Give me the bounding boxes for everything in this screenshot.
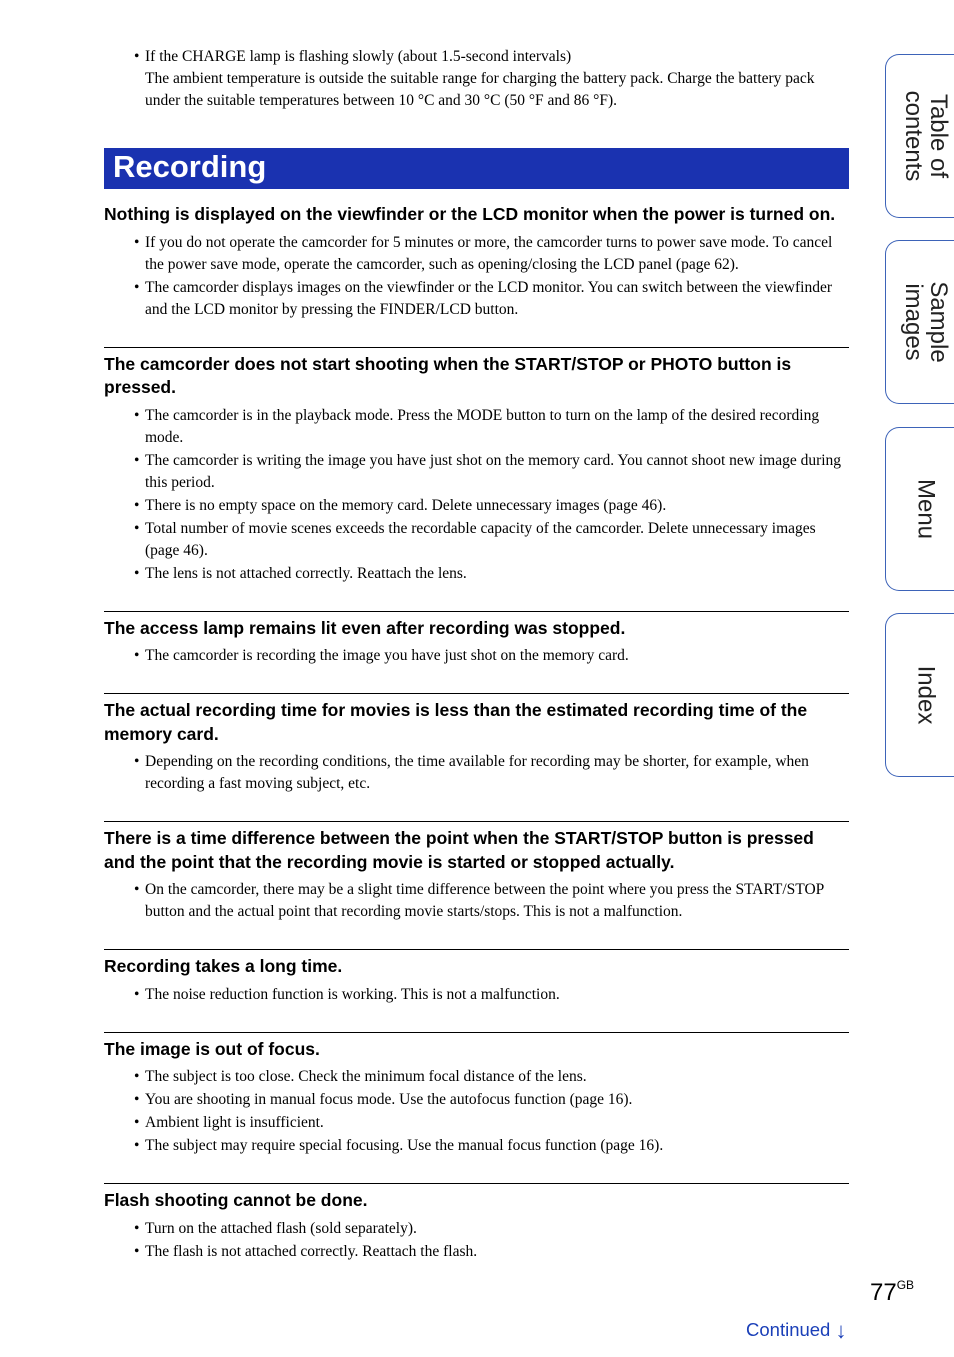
list-item: • The flash is not attached correctly. Reattach the flash.	[134, 1241, 849, 1263]
bullet-list	[134, 1066, 849, 1157]
tab-index[interactable]	[885, 613, 954, 777]
arrow-down-icon: ↓	[835, 1318, 847, 1343]
bullet-list	[134, 645, 849, 667]
section-heading: Flash shooting cannot be done.	[104, 1190, 368, 1210]
bullet-list	[134, 751, 849, 795]
list-item: • The camcorder displays images on the viewfinder or the LCD monitor. You can switch between the viewfinder and the LCD monitor by pressing the FINDER/LCD button.	[134, 277, 849, 321]
trouble-section	[104, 1189, 849, 1289]
intro-bullet: • If the CHARGE lamp is flashing slowly (about 1.5-second intervals)	[134, 46, 849, 68]
tab-menu[interactable]	[885, 427, 954, 591]
tab-table-of-contents[interactable]	[885, 54, 954, 218]
list-item: • If you do not operate the camcorder for 5 minutes or more, the camcorder turns to power save mode. To cancel the power save mode, operate the camcorder, such as opening/closing the LCD panel (page 62).	[134, 232, 849, 276]
trouble-section	[104, 827, 849, 950]
list-item: • On the camcorder, there may be a slight time difference between the point where you press the START/STOP button and the actual point that recording movie starts/stops. This is not a malfunction.	[134, 879, 849, 923]
section-heading: The access lamp remains lit even after recording was stopped.	[104, 617, 626, 638]
trouble-section	[104, 617, 849, 695]
list-item: • The lens is not attached correctly. Reattach the lens.	[134, 563, 849, 585]
section-heading: The image is out of focus.	[104, 1038, 320, 1059]
tab-label: Sample images	[899, 281, 952, 363]
bullet-list	[134, 879, 849, 923]
trouble-section	[104, 955, 849, 1033]
tab-label: Table of contents	[899, 90, 952, 182]
section-heading: There is a time difference between the point when the START/STOP button is pressed and the point that the recording movie is started or stopped actually.	[104, 828, 814, 872]
troubleshooting-sections	[104, 203, 849, 1294]
bullet-list	[134, 1218, 849, 1263]
tab-sample-images[interactable]	[885, 240, 954, 404]
list-item: • You are shooting in manual focus mode. Use the autofocus function (page 16).	[134, 1089, 849, 1111]
trouble-section	[104, 353, 849, 612]
list-item: • The camcorder is writing the image you have just shot on the memory card. You cannot shoot new image during this period.	[134, 450, 849, 494]
section-heading: The camcorder does not start shooting when the START/STOP or PHOTO button is pressed.	[104, 353, 792, 397]
bullet-list	[134, 232, 849, 321]
section-heading: Recording takes a long time.	[104, 956, 343, 976]
bullet-list	[134, 984, 849, 1006]
section-banner: Recording	[104, 148, 849, 189]
intro-note	[134, 46, 849, 112]
tab-label: Menu	[912, 478, 939, 540]
list-item: • Turn on the attached flash (sold separately).	[134, 1218, 849, 1240]
page-suffix: GB	[896, 1278, 915, 1292]
list-item: • Depending on the recording conditions, the time available for recording may be shorter, for example, when recording a fast moving subject, etc.	[134, 751, 849, 795]
tab-label: Index	[912, 665, 939, 725]
trouble-section	[104, 1038, 849, 1185]
page-number: $77^{GB}$	[870, 1278, 915, 1306]
list-item: • Total number of movie scenes exceeds the recordable capacity of the camcorder. Delete unnecessary images (page 46).	[134, 518, 849, 562]
list-item: • There is no empty space on the memory card. Delete unnecessary images (page 46).	[134, 495, 849, 517]
intro-text: The ambient temperature is outside the suitable range for charging the battery pack. Charge the battery pack under the suitable temperatures between 10 °C and 30 °C (50 °F and 86 °F).	[145, 70, 815, 109]
list-item: • The noise reduction function is working. This is not a malfunction.	[134, 984, 849, 1006]
section-heading: The actual recording time for movies is less than the estimated recording time of the memory card.	[104, 700, 808, 744]
list-item: • The camcorder is recording the image you have just shot on the memory card.	[134, 645, 849, 667]
trouble-section	[104, 203, 849, 348]
section-heading: Nothing is displayed on the viewfinder or the LCD monitor when the power is turned on.	[104, 204, 836, 224]
list-item: • The camcorder is in the playback mode. Press the MODE button to turn on the lamp of the desired recording mode.	[134, 405, 849, 449]
list-item: • The subject is too close. Check the minimum focal distance of the lens.	[134, 1066, 849, 1088]
bullet-list	[134, 405, 849, 585]
continued-link[interactable]: Continued ↓	[746, 1318, 847, 1343]
trouble-section	[104, 699, 849, 822]
list-item: • The subject may require special focusing. Use the manual focus function (page 16).	[134, 1135, 849, 1157]
list-item: • Ambient light is insufficient.	[134, 1112, 849, 1134]
